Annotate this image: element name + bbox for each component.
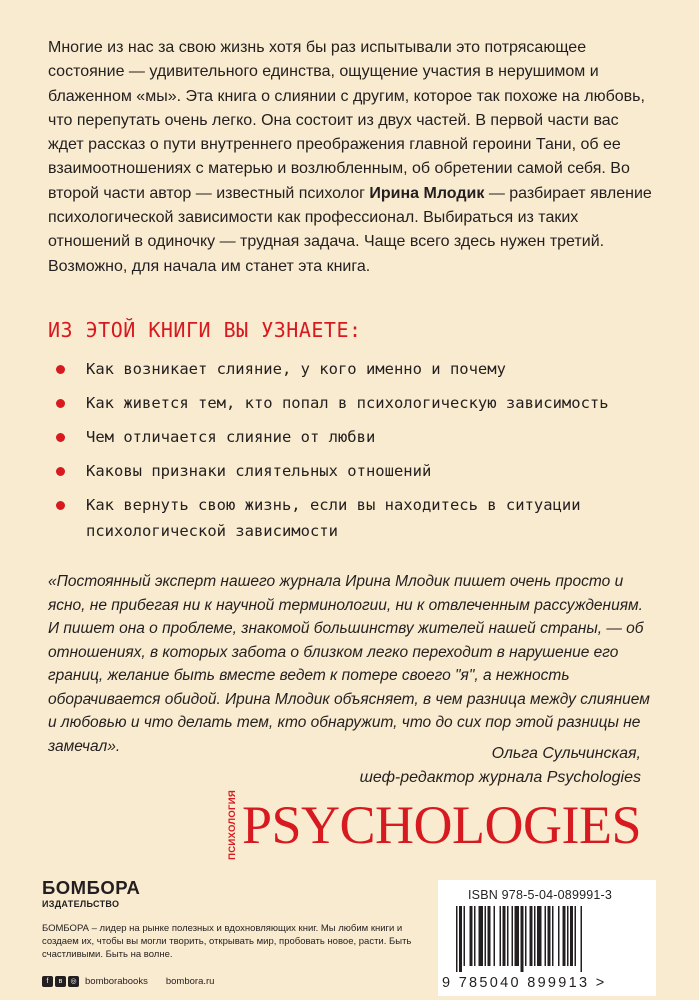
facebook-icon[interactable]: f — [42, 976, 53, 987]
publisher-links — [42, 976, 214, 987]
quote-author-role: шеф-редактор журнала Psychologies — [359, 769, 641, 786]
barcode-bar — [563, 906, 566, 966]
publisher-subtitle: ИЗДАТЕЛЬСТВО — [42, 899, 120, 909]
barcode-bar — [503, 906, 506, 966]
barcode-bar — [485, 906, 487, 966]
publisher-logo — [42, 878, 140, 910]
isbn-digits: 9 785040 899913 > — [442, 975, 607, 991]
bullet-icon — [56, 365, 65, 374]
intro-text-end: — разбирает явление психологической зависимости как профессионал. Выбираться из таких отношений в одиночку — трудная задача. Чаще всего здесь нужен третий. Возможно, для начала им станет эта книга. — [48, 184, 652, 275]
learn-item: Как вернуть свою жизнь, если вы находитесь в ситуации психологической зависимости — [48, 492, 648, 544]
bullet-icon — [56, 433, 65, 442]
publisher-description: БОМБОРА – лидер на рынке полезных и вдохновляющих книг. Мы любим книги и создаем их, чтобы вы могли творить, открывать мир, пробовать новое, расти. Быть счастливыми. Быть на волне. — [42, 923, 412, 960]
barcode-bar — [534, 906, 536, 966]
barcode-bar — [545, 906, 547, 966]
instagram-icon[interactable]: ◎ — [68, 976, 79, 987]
barcode-image — [452, 906, 642, 974]
barcode-bar — [507, 906, 509, 966]
isbn-label: ISBN 978-5-04-089991-3 — [468, 888, 613, 902]
barcode-bar — [521, 906, 524, 972]
psychologies-logo — [226, 790, 641, 860]
barcode-bar — [581, 906, 583, 972]
barcode-bar — [570, 906, 573, 966]
vk-icon[interactable]: в — [55, 976, 66, 987]
barcode-bar — [548, 906, 551, 966]
publisher-name: БОМБОРА — [42, 877, 141, 898]
barcode-bar — [479, 906, 484, 966]
psychologies-logo-word: PSYCHOLOGIES — [241, 795, 641, 855]
barcode-bar — [567, 906, 569, 966]
barcode-bar — [552, 906, 554, 966]
barcode-bar — [464, 906, 466, 966]
barcode-bar — [525, 906, 527, 966]
quote-attribution — [360, 742, 641, 790]
barcode-bar — [500, 906, 502, 966]
barcode-bar — [537, 906, 542, 966]
learn-item: Как живется тем, кто попал в психологическую зависимость — [48, 390, 648, 416]
bullet-icon — [56, 399, 65, 408]
barcode-bar — [575, 906, 577, 966]
intro-text-start: Многие из нас за свою жизнь хотя бы раз испытывали это потрясающее состояние — удивительного единства, ощущение участия в нерушимом и блаженном «мы». Эта книга о слиянии с другим, которое так похоже на любовь, что перепутать очень легко. Она состоит из двух частей. В первой части вас ждет рассказ о пути внутреннего преображения главной героини Тани, об ее взаимоотношениях с матерью и возлюбленным, об обретении самой себя. Во второй части автор — известный психолог — [48, 39, 645, 202]
psychologies-logo-side-text: ПСИХОЛОГИЯ — [226, 790, 238, 860]
learn-item: Чем отличается слияние от любви — [48, 424, 648, 450]
barcode-bar — [456, 906, 458, 972]
learn-title: ИЗ ЭТОЙ КНИГИ ВЫ УЗНАЕТЕ: — [48, 318, 362, 342]
barcode-bar — [494, 906, 496, 966]
intro-paragraph — [48, 36, 658, 279]
barcode-bar — [459, 906, 462, 972]
publisher-site[interactable]: bombora.ru — [165, 976, 215, 987]
barcode-bar — [515, 906, 520, 966]
isbn-barcode-box — [438, 880, 656, 996]
barcode-bar — [470, 906, 473, 966]
barcode-bar — [558, 906, 560, 966]
learn-item: Каковы признаки слиятельных отношений — [48, 458, 648, 484]
barcode-bar — [530, 906, 533, 966]
bullet-icon — [56, 467, 65, 476]
quote-author-name: Ольга Сульчинская, — [491, 745, 641, 762]
barcode-bar — [488, 906, 491, 966]
barcode-bar — [512, 906, 514, 966]
review-quote: «Постоянный эксперт нашего журнала Ирина Млодик пишет очень просто и ясно, не прибегая ни к научной терминологии, ни к отвлеченным рассуждениям. И пишет она о проблеме, знакомой большинству жителей нашей страны, — об отношениях, в которых забота о близком легко переходит в нарушение его границ, желание быть вместе ведет к потере своего "я", а нежность оборачивается обидой. Ирина Млодик объясняет, в чем разница между слиянием и любовью и что делать тем, кто обнаружит, что до сих пор этой разницы не замечал». — [48, 573, 650, 755]
intro-author: Ирина Млодик — [369, 184, 485, 202]
learn-item: Как возникает слияние, у кого именно и почему — [48, 356, 648, 382]
publisher-handle[interactable]: bomborabooks — [85, 976, 148, 987]
barcode-bar — [474, 906, 476, 966]
learn-list — [48, 356, 648, 552]
bullet-icon — [56, 501, 65, 510]
